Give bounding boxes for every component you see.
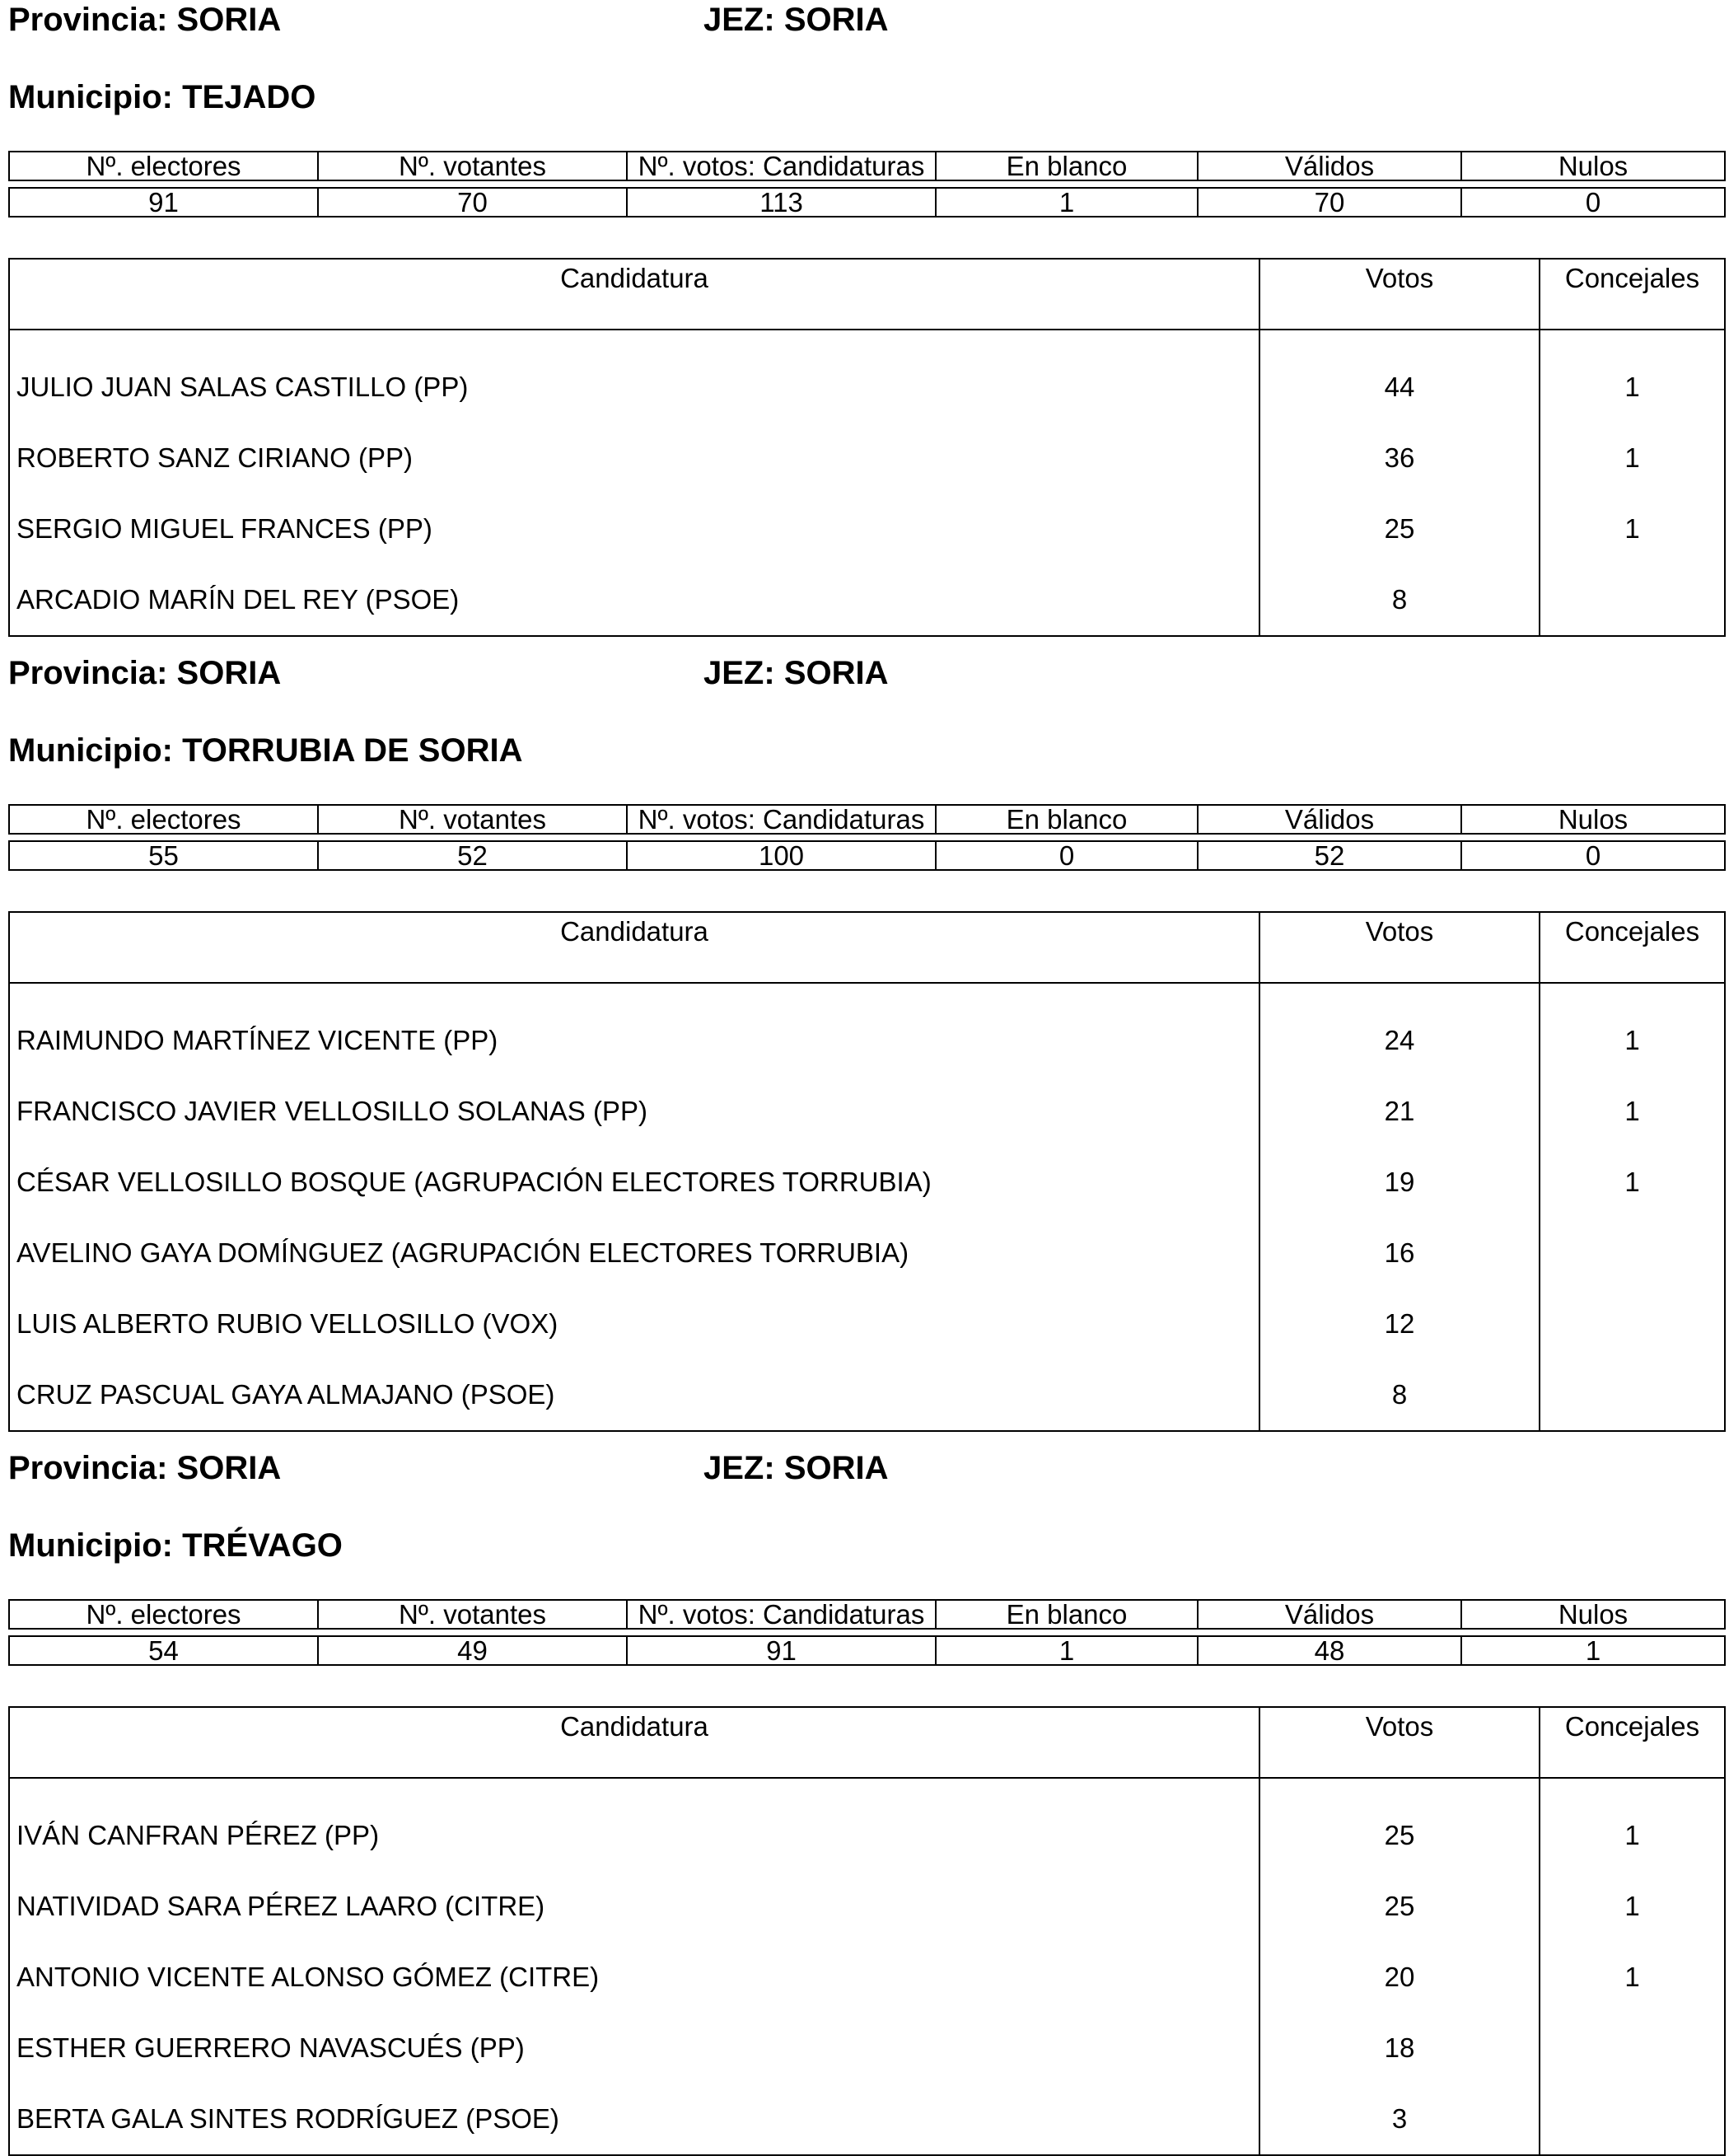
candidates-table — [8, 258, 1726, 637]
header-votos: Votos — [1259, 259, 1540, 330]
candidate-row — [9, 2013, 1725, 2084]
stats-header-validos: Válidos — [1198, 805, 1461, 834]
candidate-votos: 25 — [1259, 1778, 1540, 1871]
header-votos: Votos — [1259, 912, 1540, 983]
stats-values-table — [8, 1635, 1726, 1666]
stats-value-nulos: 1 — [1461, 1636, 1725, 1665]
candidate-concejales — [1540, 1359, 1725, 1431]
stats-header-validos: Válidos — [1198, 152, 1461, 180]
provincia-label: Provincia: SORIA — [8, 2, 282, 38]
header-concejales: Concejales — [1540, 259, 1725, 330]
candidate-row — [9, 423, 1725, 493]
candidates-header-row — [9, 1707, 1725, 1778]
stats-value-votantes: 49 — [318, 1636, 627, 1665]
stats-header-en-blanco: En blanco — [936, 805, 1198, 834]
candidate-concejales: 1 — [1540, 1942, 1725, 2013]
candidate-votos: 20 — [1259, 1942, 1540, 2013]
header-candidatura: Candidatura — [9, 1707, 1259, 1778]
candidate-votos: 3 — [1259, 2084, 1540, 2155]
stats-header-votos-candidaturas: Nº. votos: Candidaturas — [627, 805, 936, 834]
candidate-concejales: 1 — [1540, 423, 1725, 493]
stats-value-electores: 54 — [9, 1636, 318, 1665]
stats-header-row — [9, 1600, 1725, 1629]
candidate-name: CÉSAR VELLOSILLO BOSQUE (AGRUPACIÓN ELECTORES TORRUBIA) — [9, 1147, 1259, 1218]
jez-label: JEZ: SORIA — [703, 1450, 889, 1486]
stats-header-votos-candidaturas: Nº. votos: Candidaturas — [627, 152, 936, 180]
candidate-name: ROBERTO SANZ CIRIANO (PP) — [9, 423, 1259, 493]
stats-value-electores: 91 — [9, 188, 318, 217]
stats-header-en-blanco: En blanco — [936, 1600, 1198, 1629]
stats-value-nulos: 0 — [1461, 841, 1725, 870]
stats-value-electores: 55 — [9, 841, 318, 870]
candidate-votos: 8 — [1259, 1359, 1540, 1431]
candidate-votos: 25 — [1259, 1871, 1540, 1942]
stats-value-votantes: 52 — [318, 841, 627, 870]
provincia-label: Provincia: SORIA — [8, 655, 282, 691]
stats-header-row — [9, 805, 1725, 834]
candidate-row — [9, 1778, 1725, 1871]
candidate-name: SERGIO MIGUEL FRANCES (PP) — [9, 493, 1259, 564]
stats-value-validos: 52 — [1198, 841, 1461, 870]
stats-table — [8, 151, 1726, 181]
stats-header-votos-candidaturas: Nº. votos: Candidaturas — [627, 1600, 936, 1629]
municipio-title: Municipio: TEJADO — [8, 79, 316, 115]
candidate-concejales — [1540, 564, 1725, 636]
candidate-concejales — [1540, 1288, 1725, 1359]
stats-value-nulos: 0 — [1461, 188, 1725, 217]
candidate-row — [9, 1147, 1725, 1218]
candidate-concejales: 1 — [1540, 983, 1725, 1076]
candidate-concejales: 1 — [1540, 1076, 1725, 1147]
header-concejales: Concejales — [1540, 1707, 1725, 1778]
candidate-row — [9, 1288, 1725, 1359]
candidate-concejales: 1 — [1540, 1147, 1725, 1218]
candidate-name: BERTA GALA SINTES RODRÍGUEZ (PSOE) — [9, 2084, 1259, 2155]
candidate-concejales: 1 — [1540, 1778, 1725, 1871]
stats-value-row — [9, 188, 1725, 217]
candidates-table — [8, 911, 1726, 1432]
candidate-row — [9, 564, 1725, 636]
candidate-name: LUIS ALBERTO RUBIO VELLOSILLO (VOX) — [9, 1288, 1259, 1359]
header-votos: Votos — [1259, 1707, 1540, 1778]
candidate-concejales — [1540, 2084, 1725, 2155]
candidate-row — [9, 330, 1725, 423]
stats-value-votantes: 70 — [318, 188, 627, 217]
candidate-row — [9, 983, 1725, 1076]
stats-header-nulos: Nulos — [1461, 1600, 1725, 1629]
stats-value-en-blanco: 0 — [936, 841, 1198, 870]
candidate-name: ESTHER GUERRERO NAVASCUÉS (PP) — [9, 2013, 1259, 2084]
candidate-row — [9, 1871, 1725, 1942]
candidate-row — [9, 493, 1725, 564]
stats-header-votantes: Nº. votantes — [318, 805, 627, 834]
candidate-name: ANTONIO VICENTE ALONSO GÓMEZ (CITRE) — [9, 1942, 1259, 2013]
candidate-concejales: 1 — [1540, 1871, 1725, 1942]
candidates-table — [8, 1706, 1726, 2156]
stats-values-table — [8, 840, 1726, 871]
candidate-concejales: 1 — [1540, 330, 1725, 423]
candidate-concejales — [1540, 2013, 1725, 2084]
stats-value-votos-candidaturas: 91 — [627, 1636, 936, 1665]
municipio-title: Municipio: TRÉVAGO — [8, 1527, 343, 1564]
stats-table — [8, 804, 1726, 835]
candidate-row — [9, 1359, 1725, 1431]
stats-header-electores: Nº. electores — [9, 1600, 318, 1629]
stats-value-en-blanco: 1 — [936, 188, 1198, 217]
candidate-votos: 16 — [1259, 1218, 1540, 1288]
candidate-name: CRUZ PASCUAL GAYA ALMAJANO (PSOE) — [9, 1359, 1259, 1431]
stats-header-electores: Nº. electores — [9, 805, 318, 834]
candidate-name: IVÁN CANFRAN PÉREZ (PP) — [9, 1778, 1259, 1871]
stats-value-row — [9, 841, 1725, 870]
candidate-votos: 25 — [1259, 493, 1540, 564]
candidate-name: NATIVIDAD SARA PÉREZ LAARO (CITRE) — [9, 1871, 1259, 1942]
candidate-votos: 36 — [1259, 423, 1540, 493]
candidate-name: JULIO JUAN SALAS CASTILLO (PP) — [9, 330, 1259, 423]
candidate-name: ARCADIO MARÍN DEL REY (PSOE) — [9, 564, 1259, 636]
candidates-header-row — [9, 912, 1725, 983]
header-candidatura: Candidatura — [9, 259, 1259, 330]
stats-value-row — [9, 1636, 1725, 1665]
provincia-label: Provincia: SORIA — [8, 1450, 282, 1486]
stats-header-nulos: Nulos — [1461, 152, 1725, 180]
header-concejales: Concejales — [1540, 912, 1725, 983]
candidate-name: AVELINO GAYA DOMÍNGUEZ (AGRUPACIÓN ELECTORES TORRUBIA) — [9, 1218, 1259, 1288]
stats-value-votos-candidaturas: 113 — [627, 188, 936, 217]
candidate-row — [9, 1218, 1725, 1288]
jez-label: JEZ: SORIA — [703, 2, 889, 38]
stats-values-table — [8, 187, 1726, 217]
candidate-row — [9, 2084, 1725, 2155]
stats-header-row — [9, 152, 1725, 180]
candidate-concejales — [1540, 1218, 1725, 1288]
stats-value-en-blanco: 1 — [936, 1636, 1198, 1665]
municipio-title: Municipio: TORRUBIA DE SORIA — [8, 732, 523, 769]
stats-value-validos: 48 — [1198, 1636, 1461, 1665]
candidate-votos: 12 — [1259, 1288, 1540, 1359]
stats-header-nulos: Nulos — [1461, 805, 1725, 834]
candidate-votos: 24 — [1259, 983, 1540, 1076]
jez-label: JEZ: SORIA — [703, 655, 889, 691]
candidate-name: RAIMUNDO MARTÍNEZ VICENTE (PP) — [9, 983, 1259, 1076]
candidate-name: FRANCISCO JAVIER VELLOSILLO SOLANAS (PP) — [9, 1076, 1259, 1147]
stats-table — [8, 1599, 1726, 1630]
candidate-votos: 44 — [1259, 330, 1540, 423]
candidates-header-row — [9, 259, 1725, 330]
stats-header-votantes: Nº. votantes — [318, 152, 627, 180]
stats-header-en-blanco: En blanco — [936, 152, 1198, 180]
stats-header-votantes: Nº. votantes — [318, 1600, 627, 1629]
stats-header-validos: Válidos — [1198, 1600, 1461, 1629]
candidate-votos: 8 — [1259, 564, 1540, 636]
stats-header-electores: Nº. electores — [9, 152, 318, 180]
stats-value-validos: 70 — [1198, 188, 1461, 217]
candidate-votos: 18 — [1259, 2013, 1540, 2084]
header-candidatura: Candidatura — [9, 912, 1259, 983]
candidate-votos: 19 — [1259, 1147, 1540, 1218]
candidate-concejales: 1 — [1540, 493, 1725, 564]
candidate-row — [9, 1942, 1725, 2013]
candidate-votos: 21 — [1259, 1076, 1540, 1147]
candidate-row — [9, 1076, 1725, 1147]
stats-value-votos-candidaturas: 100 — [627, 841, 936, 870]
